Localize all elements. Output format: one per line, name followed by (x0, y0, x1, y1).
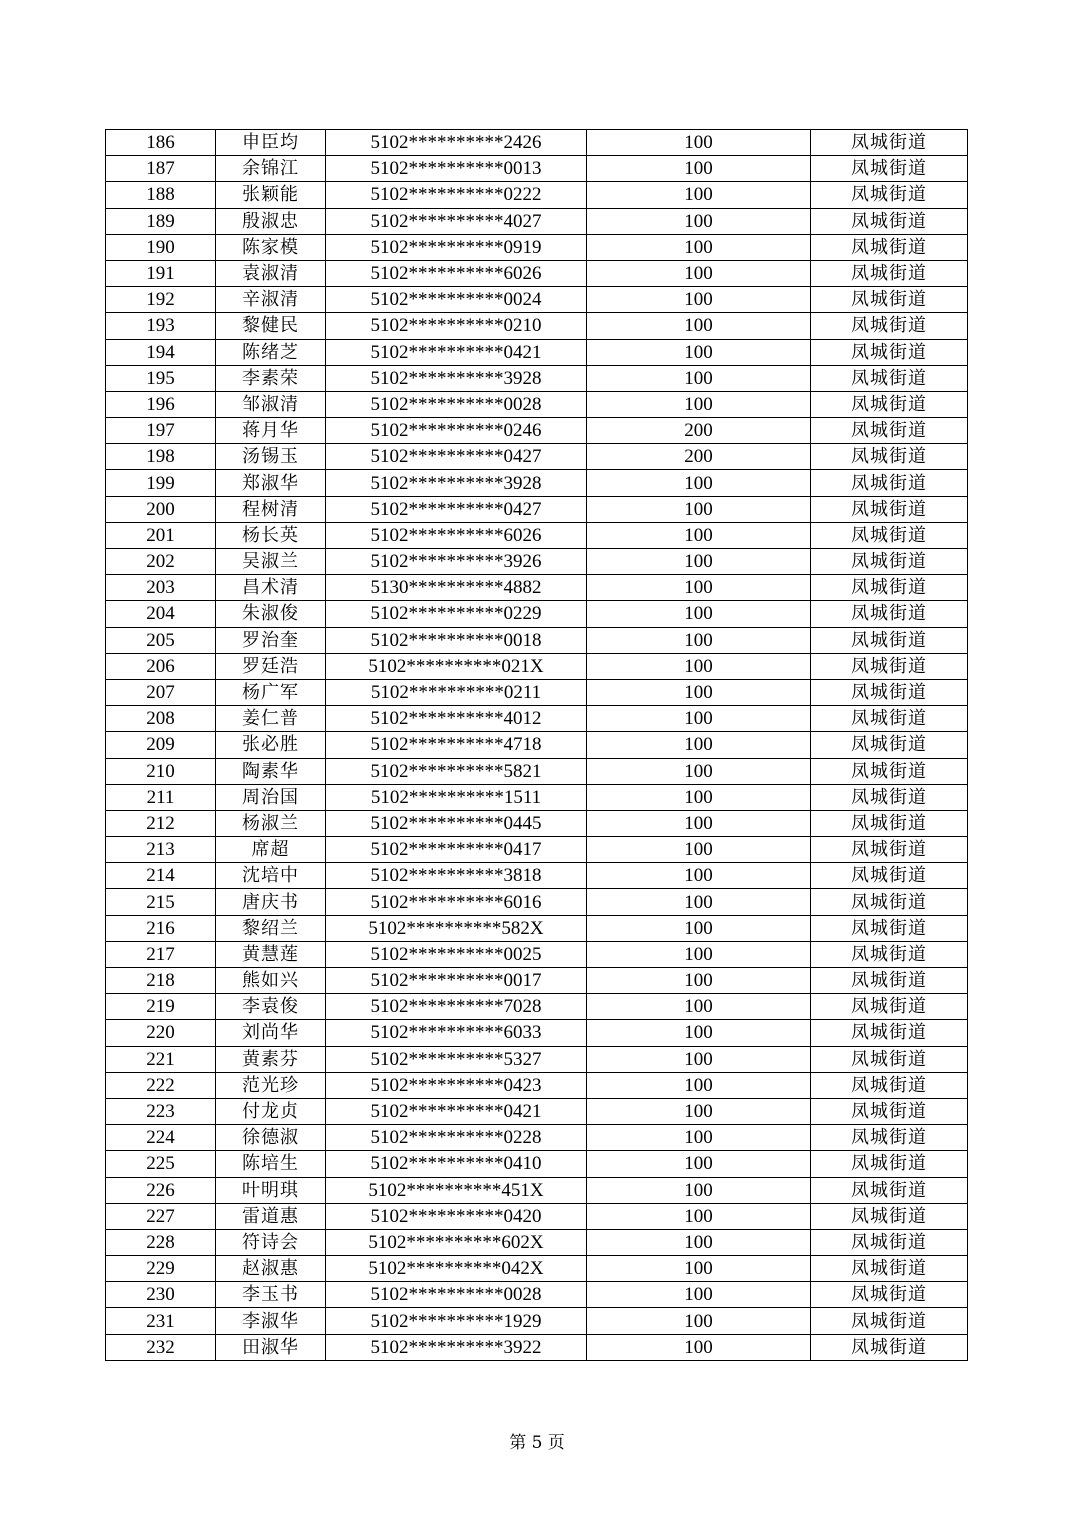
id-number-cell: 5102**********0013 (326, 156, 587, 182)
id-number-cell: 5102**********6033 (326, 1020, 587, 1046)
row-number-cell: 193 (106, 313, 216, 339)
table-row (106, 182, 968, 208)
name-cell: 符诗会 (216, 1229, 326, 1255)
table-row (106, 208, 968, 234)
amount-cell: 100 (587, 549, 811, 575)
street-cell: 凤城街道 (811, 418, 968, 444)
street-cell: 凤城街道 (811, 1046, 968, 1072)
street-cell: 凤城街道 (811, 941, 968, 967)
table-row (106, 1229, 968, 1255)
id-number-cell: 5102**********021X (326, 653, 587, 679)
table-row (106, 1256, 968, 1282)
table-row (106, 260, 968, 286)
id-number-cell: 5102**********6016 (326, 889, 587, 915)
street-cell: 凤城街道 (811, 1203, 968, 1229)
table-row (106, 1125, 968, 1151)
id-number-cell: 5102**********7028 (326, 994, 587, 1020)
name-cell: 邹淑清 (216, 391, 326, 417)
row-number-cell: 213 (106, 837, 216, 863)
street-cell: 凤城街道 (811, 889, 968, 915)
table-row (106, 863, 968, 889)
row-number-cell: 232 (106, 1334, 216, 1360)
amount-cell: 100 (587, 889, 811, 915)
row-number-cell: 202 (106, 549, 216, 575)
street-cell: 凤城街道 (811, 1072, 968, 1098)
name-cell: 申臣均 (216, 130, 326, 156)
street-cell: 凤城街道 (811, 601, 968, 627)
row-number-cell: 197 (106, 418, 216, 444)
street-cell: 凤城街道 (811, 1308, 968, 1334)
name-cell: 李玉书 (216, 1282, 326, 1308)
name-cell: 殷淑忠 (216, 208, 326, 234)
id-number-cell: 5102**********0423 (326, 1072, 587, 1098)
id-number-cell: 5102**********4027 (326, 208, 587, 234)
name-cell: 杨长英 (216, 522, 326, 548)
id-number-cell: 5102**********2426 (326, 130, 587, 156)
row-number-cell: 187 (106, 156, 216, 182)
amount-cell: 100 (587, 1282, 811, 1308)
row-number-cell: 191 (106, 260, 216, 286)
row-number-cell: 226 (106, 1177, 216, 1203)
amount-cell: 100 (587, 653, 811, 679)
row-number-cell: 189 (106, 208, 216, 234)
name-cell: 罗治奎 (216, 627, 326, 653)
table-row (106, 653, 968, 679)
name-cell: 黄慧莲 (216, 941, 326, 967)
street-cell: 凤城街道 (811, 1125, 968, 1151)
id-number-cell: 5130**********4882 (326, 575, 587, 601)
table-row (106, 549, 968, 575)
id-number-cell: 5102**********3928 (326, 365, 587, 391)
row-number-cell: 230 (106, 1282, 216, 1308)
id-number-cell: 5102**********0211 (326, 679, 587, 705)
table-row (106, 391, 968, 417)
street-cell: 凤城街道 (811, 182, 968, 208)
name-cell: 叶明琪 (216, 1177, 326, 1203)
street-cell: 凤城街道 (811, 287, 968, 313)
street-cell: 凤城街道 (811, 260, 968, 286)
table-row (106, 575, 968, 601)
amount-cell: 100 (587, 627, 811, 653)
table-row (106, 732, 968, 758)
name-cell: 雷道惠 (216, 1203, 326, 1229)
name-cell: 周治国 (216, 784, 326, 810)
amount-cell: 100 (587, 758, 811, 784)
id-number-cell: 5102**********3818 (326, 863, 587, 889)
id-number-cell: 5102**********0919 (326, 234, 587, 260)
name-cell: 李袁俊 (216, 994, 326, 1020)
amount-cell: 100 (587, 1229, 811, 1255)
amount-cell: 100 (587, 1072, 811, 1098)
name-cell: 余锦江 (216, 156, 326, 182)
name-cell: 陈培生 (216, 1151, 326, 1177)
row-number-cell: 221 (106, 1046, 216, 1072)
row-number-cell: 224 (106, 1125, 216, 1151)
amount-cell: 100 (587, 863, 811, 889)
amount-cell: 100 (587, 810, 811, 836)
table-row (106, 784, 968, 810)
row-number-cell: 227 (106, 1203, 216, 1229)
id-number-cell: 5102**********582X (326, 915, 587, 941)
id-number-cell: 5102**********0417 (326, 837, 587, 863)
row-number-cell: 223 (106, 1098, 216, 1124)
id-number-cell: 5102**********0017 (326, 968, 587, 994)
street-cell: 凤城街道 (811, 679, 968, 705)
record-table (105, 129, 968, 1361)
street-cell: 凤城街道 (811, 391, 968, 417)
street-cell: 凤城街道 (811, 496, 968, 522)
id-number-cell: 5102**********0028 (326, 1282, 587, 1308)
amount-cell: 100 (587, 313, 811, 339)
table-row (106, 601, 968, 627)
name-cell: 张必胜 (216, 732, 326, 758)
id-number-cell: 5102**********4718 (326, 732, 587, 758)
id-number-cell: 5102**********451X (326, 1177, 587, 1203)
street-cell: 凤城街道 (811, 575, 968, 601)
street-cell: 凤城街道 (811, 130, 968, 156)
id-number-cell: 5102**********3922 (326, 1334, 587, 1360)
id-number-cell: 5102**********5327 (326, 1046, 587, 1072)
amount-cell: 100 (587, 470, 811, 496)
table-row (106, 1282, 968, 1308)
amount-cell: 100 (587, 260, 811, 286)
name-cell: 付龙贞 (216, 1098, 326, 1124)
row-number-cell: 210 (106, 758, 216, 784)
row-number-cell: 220 (106, 1020, 216, 1046)
table-row (106, 1098, 968, 1124)
name-cell: 黄素芬 (216, 1046, 326, 1072)
table-row (106, 837, 968, 863)
id-number-cell: 5102**********042X (326, 1256, 587, 1282)
table-row (106, 1072, 968, 1098)
name-cell: 陈家模 (216, 234, 326, 260)
street-cell: 凤城街道 (811, 758, 968, 784)
street-cell: 凤城街道 (811, 549, 968, 575)
id-number-cell: 5102**********5821 (326, 758, 587, 784)
row-number-cell: 188 (106, 182, 216, 208)
amount-cell: 200 (587, 444, 811, 470)
name-cell: 李淑华 (216, 1308, 326, 1334)
table-row (106, 968, 968, 994)
row-number-cell: 214 (106, 863, 216, 889)
id-number-cell: 5102**********0427 (326, 444, 587, 470)
row-number-cell: 196 (106, 391, 216, 417)
row-number-cell: 204 (106, 601, 216, 627)
amount-cell: 100 (587, 522, 811, 548)
amount-cell: 100 (587, 1020, 811, 1046)
amount-cell: 100 (587, 941, 811, 967)
table-row (106, 941, 968, 967)
amount-cell: 100 (587, 365, 811, 391)
amount-cell: 200 (587, 418, 811, 444)
row-number-cell: 215 (106, 889, 216, 915)
street-cell: 凤城街道 (811, 837, 968, 863)
name-cell: 袁淑清 (216, 260, 326, 286)
row-number-cell: 216 (106, 915, 216, 941)
table-row (106, 889, 968, 915)
street-cell: 凤城街道 (811, 1020, 968, 1046)
name-cell: 蒋月华 (216, 418, 326, 444)
table-row (106, 627, 968, 653)
table-row (106, 470, 968, 496)
name-cell: 席超 (216, 837, 326, 863)
row-number-cell: 201 (106, 522, 216, 548)
name-cell: 杨淑兰 (216, 810, 326, 836)
street-cell: 凤城街道 (811, 915, 968, 941)
amount-cell: 100 (587, 915, 811, 941)
table-row (106, 758, 968, 784)
amount-cell: 100 (587, 182, 811, 208)
street-cell: 凤城街道 (811, 968, 968, 994)
row-number-cell: 229 (106, 1256, 216, 1282)
name-cell: 吴淑兰 (216, 549, 326, 575)
id-number-cell: 5102**********0025 (326, 941, 587, 967)
name-cell: 昌术清 (216, 575, 326, 601)
id-number-cell: 5102**********0421 (326, 1098, 587, 1124)
id-number-cell: 5102**********3926 (326, 549, 587, 575)
table-row (106, 313, 968, 339)
amount-cell: 100 (587, 1203, 811, 1229)
row-number-cell: 218 (106, 968, 216, 994)
row-number-cell: 208 (106, 706, 216, 732)
table-row (106, 287, 968, 313)
row-number-cell: 225 (106, 1151, 216, 1177)
amount-cell: 100 (587, 208, 811, 234)
id-number-cell: 5102**********0229 (326, 601, 587, 627)
id-number-cell: 5102**********0018 (326, 627, 587, 653)
table-row (106, 418, 968, 444)
row-number-cell: 190 (106, 234, 216, 260)
row-number-cell: 217 (106, 941, 216, 967)
id-number-cell: 5102**********0222 (326, 182, 587, 208)
street-cell: 凤城街道 (811, 1151, 968, 1177)
amount-cell: 100 (587, 679, 811, 705)
street-cell: 凤城街道 (811, 365, 968, 391)
amount-cell: 100 (587, 575, 811, 601)
name-cell: 程树清 (216, 496, 326, 522)
street-cell: 凤城街道 (811, 1282, 968, 1308)
table-row (106, 1177, 968, 1203)
street-cell: 凤城街道 (811, 653, 968, 679)
street-cell: 凤城街道 (811, 994, 968, 1020)
table-row (106, 706, 968, 732)
table-row (106, 339, 968, 365)
amount-cell: 100 (587, 339, 811, 365)
street-cell: 凤城街道 (811, 810, 968, 836)
street-cell: 凤城街道 (811, 470, 968, 496)
record-table-body (106, 130, 968, 1361)
table-row (106, 1308, 968, 1334)
id-number-cell: 5102**********0445 (326, 810, 587, 836)
id-number-cell: 5102**********4012 (326, 706, 587, 732)
id-number-cell: 5102**********0228 (326, 1125, 587, 1151)
id-number-cell: 5102**********1929 (326, 1308, 587, 1334)
amount-cell: 100 (587, 1151, 811, 1177)
table-row (106, 156, 968, 182)
table-row (106, 234, 968, 260)
name-cell: 黎绍兰 (216, 915, 326, 941)
table-row (106, 444, 968, 470)
table-row (106, 1334, 968, 1360)
amount-cell: 100 (587, 601, 811, 627)
id-number-cell: 5102**********0028 (326, 391, 587, 417)
amount-cell: 100 (587, 837, 811, 863)
name-cell: 朱淑俊 (216, 601, 326, 627)
street-cell: 凤城街道 (811, 313, 968, 339)
name-cell: 陈绪芝 (216, 339, 326, 365)
street-cell: 凤城街道 (811, 863, 968, 889)
row-number-cell: 207 (106, 679, 216, 705)
row-number-cell: 199 (106, 470, 216, 496)
street-cell: 凤城街道 (811, 208, 968, 234)
name-cell: 徐德淑 (216, 1125, 326, 1151)
name-cell: 沈培中 (216, 863, 326, 889)
amount-cell: 100 (587, 287, 811, 313)
amount-cell: 100 (587, 1177, 811, 1203)
table-row (106, 1020, 968, 1046)
street-cell: 凤城街道 (811, 339, 968, 365)
id-number-cell: 5102**********0210 (326, 313, 587, 339)
id-number-cell: 5102**********6026 (326, 260, 587, 286)
row-number-cell: 198 (106, 444, 216, 470)
row-number-cell: 186 (106, 130, 216, 156)
street-cell: 凤城街道 (811, 444, 968, 470)
row-number-cell: 194 (106, 339, 216, 365)
street-cell: 凤城街道 (811, 732, 968, 758)
id-number-cell: 5102**********0246 (326, 418, 587, 444)
amount-cell: 100 (587, 156, 811, 182)
name-cell: 汤锡玉 (216, 444, 326, 470)
name-cell: 罗廷浩 (216, 653, 326, 679)
name-cell: 张颖能 (216, 182, 326, 208)
id-number-cell: 5102**********0410 (326, 1151, 587, 1177)
street-cell: 凤城街道 (811, 234, 968, 260)
id-number-cell: 5102**********1511 (326, 784, 587, 810)
table-row (106, 130, 968, 156)
amount-cell: 100 (587, 1334, 811, 1360)
row-number-cell: 219 (106, 994, 216, 1020)
amount-cell: 100 (587, 784, 811, 810)
street-cell: 凤城街道 (811, 1177, 968, 1203)
amount-cell: 100 (587, 732, 811, 758)
amount-cell: 100 (587, 1098, 811, 1124)
name-cell: 黎健民 (216, 313, 326, 339)
name-cell: 陶素华 (216, 758, 326, 784)
row-number-cell: 195 (106, 365, 216, 391)
street-cell: 凤城街道 (811, 627, 968, 653)
id-number-cell: 5102**********0427 (326, 496, 587, 522)
name-cell: 田淑华 (216, 1334, 326, 1360)
street-cell: 凤城街道 (811, 156, 968, 182)
row-number-cell: 203 (106, 575, 216, 601)
amount-cell: 100 (587, 1256, 811, 1282)
row-number-cell: 209 (106, 732, 216, 758)
name-cell: 杨广军 (216, 679, 326, 705)
row-number-cell: 228 (106, 1229, 216, 1255)
row-number-cell: 231 (106, 1308, 216, 1334)
name-cell: 熊如兴 (216, 968, 326, 994)
table-row (106, 679, 968, 705)
table-row (106, 1203, 968, 1229)
street-cell: 凤城街道 (811, 1256, 968, 1282)
id-number-cell: 5102**********0421 (326, 339, 587, 365)
table-row (106, 522, 968, 548)
amount-cell: 100 (587, 130, 811, 156)
table-row (106, 1046, 968, 1072)
row-number-cell: 192 (106, 287, 216, 313)
table-row (106, 810, 968, 836)
id-number-cell: 5102**********602X (326, 1229, 587, 1255)
name-cell: 姜仁普 (216, 706, 326, 732)
table-row (106, 994, 968, 1020)
amount-cell: 100 (587, 234, 811, 260)
street-cell: 凤城街道 (811, 1098, 968, 1124)
amount-cell: 100 (587, 391, 811, 417)
amount-cell: 100 (587, 968, 811, 994)
table-row (106, 1151, 968, 1177)
page-number: 第 5 页 (509, 1433, 565, 1453)
name-cell: 唐庆书 (216, 889, 326, 915)
table-row (106, 496, 968, 522)
name-cell: 赵淑惠 (216, 1256, 326, 1282)
id-number-cell: 5102**********3928 (326, 470, 587, 496)
table-row (106, 915, 968, 941)
id-number-cell: 5102**********0024 (326, 287, 587, 313)
row-number-cell: 222 (106, 1072, 216, 1098)
name-cell: 辛淑清 (216, 287, 326, 313)
street-cell: 凤城街道 (811, 522, 968, 548)
street-cell: 凤城街道 (811, 706, 968, 732)
row-number-cell: 211 (106, 784, 216, 810)
row-number-cell: 205 (106, 627, 216, 653)
street-cell: 凤城街道 (811, 1334, 968, 1360)
amount-cell: 100 (587, 1125, 811, 1151)
name-cell: 郑淑华 (216, 470, 326, 496)
row-number-cell: 200 (106, 496, 216, 522)
row-number-cell: 206 (106, 653, 216, 679)
amount-cell: 100 (587, 1046, 811, 1072)
name-cell: 刘尚华 (216, 1020, 326, 1046)
amount-cell: 100 (587, 1308, 811, 1334)
name-cell: 范光珍 (216, 1072, 326, 1098)
amount-cell: 100 (587, 496, 811, 522)
amount-cell: 100 (587, 706, 811, 732)
id-number-cell: 5102**********6026 (326, 522, 587, 548)
name-cell: 李素荣 (216, 365, 326, 391)
amount-cell: 100 (587, 994, 811, 1020)
table-row (106, 365, 968, 391)
street-cell: 凤城街道 (811, 784, 968, 810)
id-number-cell: 5102**********0420 (326, 1203, 587, 1229)
row-number-cell: 212 (106, 810, 216, 836)
street-cell: 凤城街道 (811, 1229, 968, 1255)
